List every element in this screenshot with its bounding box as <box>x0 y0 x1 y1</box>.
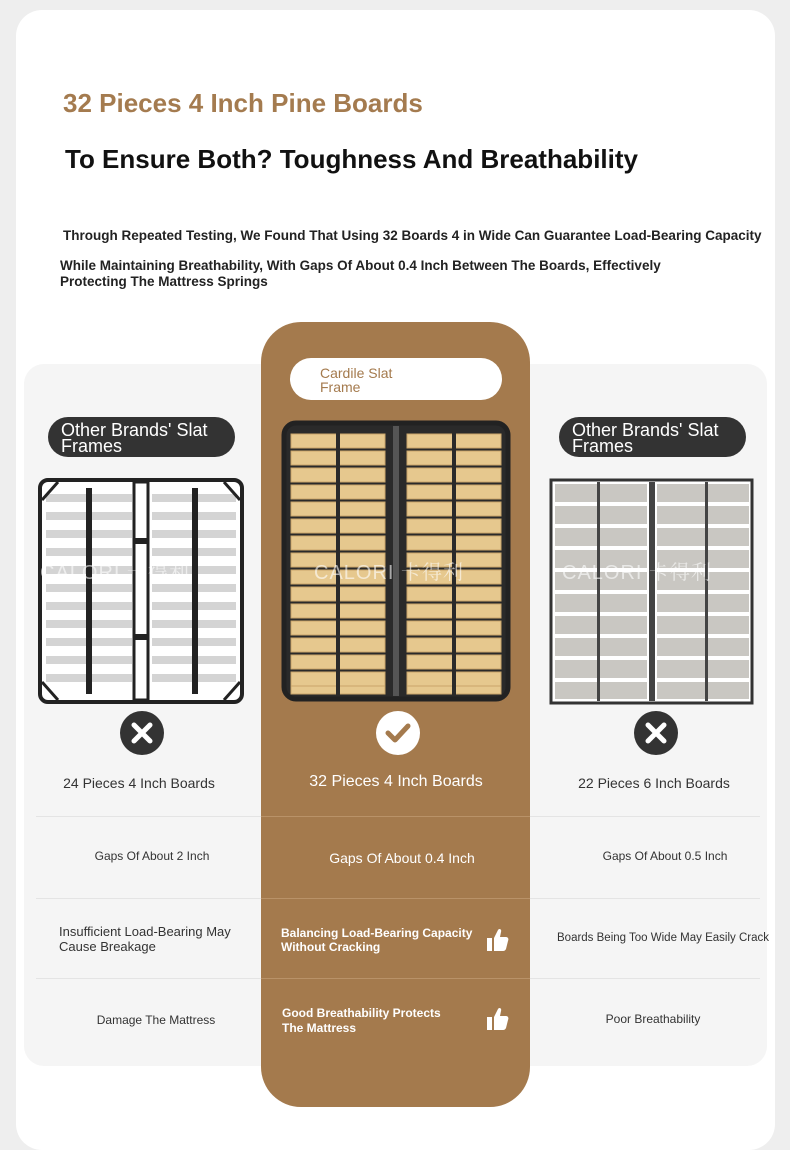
center-gaps: Gaps Of About 0.4 Inch <box>329 850 475 866</box>
left-slat-frame-image <box>38 478 244 704</box>
description-line-2: While Maintaining Breathability, With Gaps Of About 0.4 Inch Between The Boards, Effectively <box>60 258 661 273</box>
center-boards: 32 Pieces 4 Inch Boards <box>309 773 483 790</box>
left-column-label: Other Brands' Slat Frames <box>48 417 235 457</box>
divider <box>261 978 530 979</box>
left-boards: 24 Pieces 4 Inch Boards <box>63 775 215 791</box>
right-gaps: Gaps Of About 0.5 Inch <box>602 849 728 863</box>
left-cross-icon <box>120 711 164 755</box>
page-subtitle: To Ensure Both? Toughness And Breathability <box>65 144 638 174</box>
thumbs-up-icon <box>485 1006 509 1032</box>
center-check-icon <box>376 711 420 755</box>
right-breathability: Poor Breathability <box>605 1012 701 1026</box>
divider <box>530 816 760 817</box>
divider <box>36 816 261 817</box>
center-load-bearing: Balancing Load-Bearing Capacity Without Cracking <box>281 926 473 954</box>
left-load-bearing: Insufficient Load-Bearing May Cause Breakage <box>59 924 231 954</box>
divider <box>36 978 261 979</box>
page-title: 32 Pieces 4 Inch Pine Boards <box>63 88 423 118</box>
right-cross-icon <box>634 711 678 755</box>
center-column-label-text: Cardile Slat Frame <box>320 365 393 395</box>
right-column-label: Other Brands' Slat Frames <box>559 417 746 457</box>
right-slat-frame-image <box>549 478 754 705</box>
left-gaps: Gaps Of About 2 Inch <box>94 849 210 863</box>
description-line-1: Through Repeated Testing, We Found That Using 32 Boards 4 in Wide Can Guarantee Load-Bearing Capacity <box>63 228 762 243</box>
center-watermark: CALORI 卡得利 <box>314 562 465 584</box>
right-load-bearing: Boards Being Too Wide May Easily Crack <box>557 932 769 944</box>
description-line-3: Protecting The Mattress Springs <box>60 274 268 289</box>
divider <box>530 898 760 899</box>
divider <box>530 978 760 979</box>
divider <box>261 898 530 899</box>
thumbs-up-icon <box>485 927 509 953</box>
left-watermark: CALORI 卡得利 <box>40 562 191 584</box>
right-boards: 22 Pieces 6 Inch Boards <box>578 775 730 791</box>
left-breathability: Damage The Mattress <box>96 1013 216 1027</box>
center-breathability: Good Breathability Protects The Mattress <box>282 1006 441 1035</box>
divider <box>261 816 530 817</box>
divider <box>36 898 261 899</box>
right-watermark: CALORI 卡得利 <box>562 562 713 584</box>
